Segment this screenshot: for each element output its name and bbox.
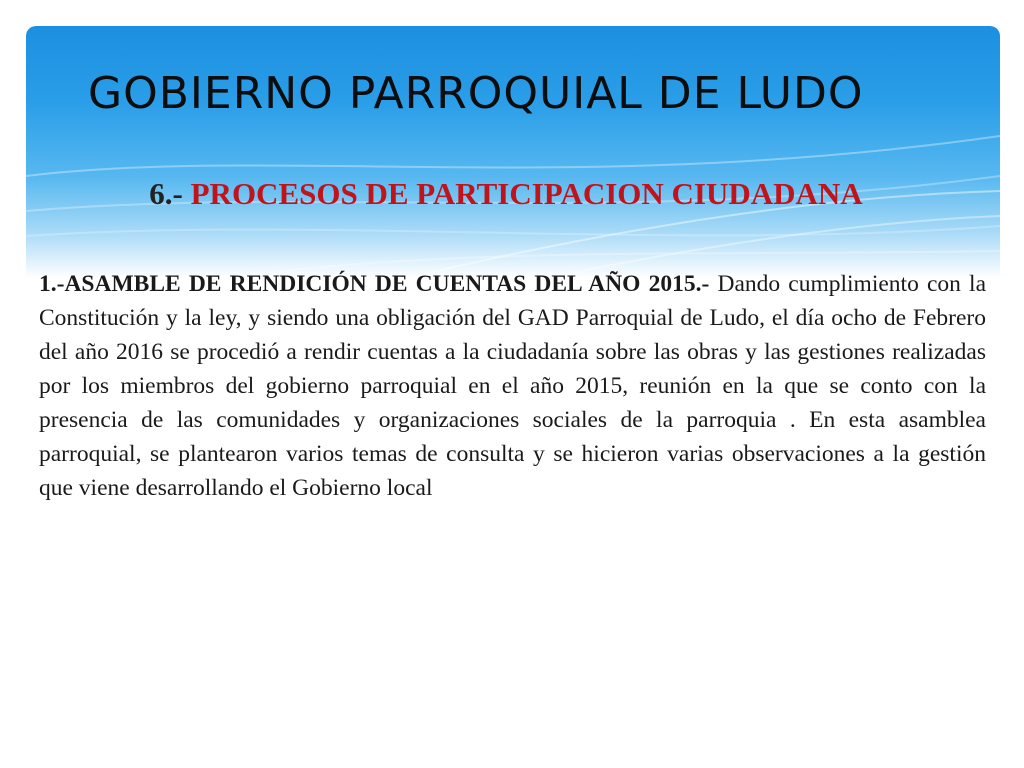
body-paragraph bbox=[39, 267, 986, 505]
page-title: GOBIERNO PARROQUIAL DE LUDO bbox=[88, 68, 864, 119]
banner-wave-decoration bbox=[26, 26, 1000, 278]
section-subtitle bbox=[0, 176, 1012, 212]
paragraph-lead: 1.-ASAMBLE DE RENDICIÓN DE CUENTAS DEL AÑO 2015.- bbox=[39, 271, 710, 297]
subtitle-number: 6.- bbox=[149, 176, 191, 211]
header-banner bbox=[26, 26, 1000, 278]
paragraph-body: Dando cumplimiento con la Constitución y la ley, y siendo una obligación del GAD Parroquial de Ludo, el día ocho de Febrero del año 2016 se procedió a rendir cuentas a la ciudadanía sobre las obras y las gestiones realizadas por los miembros del gobierno parroquial en el año 2015, reunión en la que se conto con la presencia de las comunidades y organizaciones sociales de la parroquia . En esta asamblea parroquial, se plantearon varios temas de consulta y se hicieron varias observaciones a la gestión que viene desarrollando el Gobierno local bbox=[39, 271, 987, 501]
subtitle-text: PROCESOS DE PARTICIPACION CIUDADANA bbox=[190, 176, 863, 211]
